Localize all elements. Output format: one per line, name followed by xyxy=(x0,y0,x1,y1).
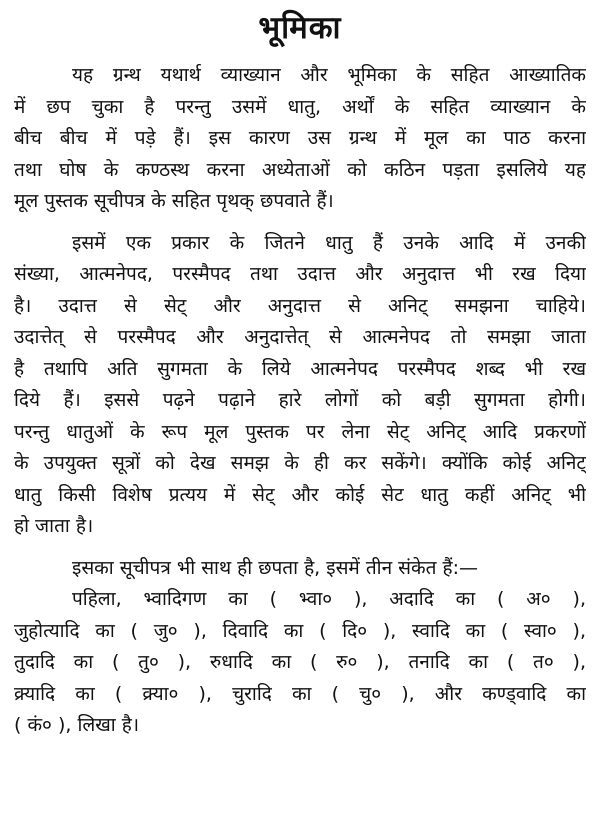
text-line: जुहोत्यादि का ( जु० ), दिवादि का ( दि० ), स्वादि का ( स्वा० ), xyxy=(14,619,586,642)
text-line: धातु किसी विशेष प्रत्यय में सेट् और कोई सेट धातु कहीं अनिट् भी xyxy=(14,483,586,506)
text-line: परन्तु धातुओं के रूप मूल पुस्तक पर लेना सेट् अनिट् आदि प्रकरणों xyxy=(14,420,586,443)
text-line: पहिला, भ्वादिगण का ( भ्वा० ), अदादि का ( अ० ), xyxy=(72,588,586,610)
page-title: भूमिका xyxy=(258,10,342,46)
text-line: तथा घोष के कण्ठस्थ करना अध्येताओं को कठिन पड़ता इसलिये यह xyxy=(14,158,586,181)
paragraph-3 xyxy=(14,553,586,742)
text-line: संख्या, आत्मनेपद, परस्मैपद तथा उदात्त और अनुदात्त भी रख दिया xyxy=(14,263,586,285)
text-line: बीच बीच में पड़े हैं। इस कारण उस ग्रन्थ में मूल का पाठ करना xyxy=(14,127,586,149)
paragraph-1 xyxy=(14,60,586,218)
text-line: में छप चुका है परन्तु उसमें धातु, अर्थों के सहित व्याख्यान के xyxy=(14,95,586,118)
text-line: ( कं० ), लिखा है। xyxy=(14,714,140,736)
paragraph-2 xyxy=(14,228,586,543)
text-line: मूल पुस्तक सूचीपत्र के सहित पृथक् छपवाते हैं। xyxy=(14,190,334,212)
text-line: के उपयुक्त सूत्रों को देख समझ के ही कर सकेंगे। क्योंकि कोई अनिट् xyxy=(14,452,586,474)
text-line: तुदादि का ( तु० ), रुधादि का ( रु० ), तनादि का ( त० ), xyxy=(14,651,586,673)
text-line: क्र्यादि का ( क्र्या० ), चुरादि का ( चु० ), और कण्ड्वादि का xyxy=(14,682,586,705)
text-line: है। उदात्त से सेट् और अनुदात्त से अनिट् समझना चाहिये। xyxy=(14,294,586,317)
text-line: हो जाता है। xyxy=(14,515,94,537)
text-line: है तथापि अति सुगमता के लिये आत्मनेपद परस्मैपद शब्द भी रख xyxy=(14,357,586,380)
text-line: इसका सूचीपत्र भी साथ ही छपता है, इसमें तीन संकेत हैं:— xyxy=(72,556,478,579)
text-line: इसमें एक प्रकार के जितने धातु हैं उनके आदि में उनकी xyxy=(72,231,586,254)
text-line: उदात्तेत् से परस्मैपद और अनुदात्तेत् से आत्मनेपद तो समझा जाता xyxy=(14,326,586,348)
text-line: यह ग्रन्थ यथार्थ व्याख्यान और भूमिका के सहित आख्यातिक xyxy=(72,64,586,86)
text-line: दिये हैं। इससे पढ़ने पढ़ाने हारे लोगों को बड़ी सुगमता होगी। xyxy=(14,389,586,411)
